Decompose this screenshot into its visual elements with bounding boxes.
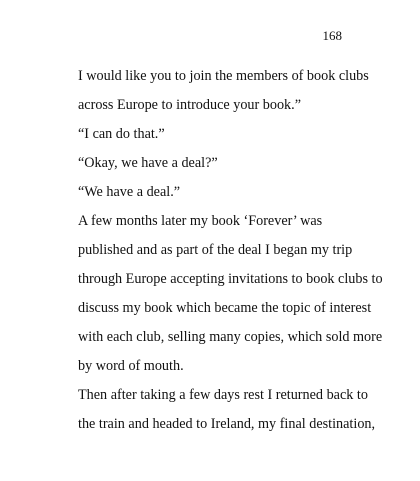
text-line: “We have a deal.”: [78, 184, 181, 200]
page-number: 168: [322, 28, 342, 43]
text-line: “Okay, we have a deal?”: [78, 155, 218, 171]
text-line: “I can do that.”: [78, 126, 165, 142]
text-line: across Europe to introduce your book.”: [78, 97, 301, 113]
text-line: the train and headed to Ireland, my final destination,: [78, 416, 376, 432]
text-line: Then after taking a few days rest I returned back to: [78, 387, 368, 403]
text-line: through Europe accepting invitations to book clubs to: [78, 271, 383, 287]
text-line: discuss my book which became the topic of interest: [78, 300, 372, 316]
text-line: with each club, selling many copies, which sold more: [78, 329, 383, 345]
text-line: I would like you to join the members of book clubs: [78, 68, 369, 84]
text-line: A few months later my book ‘Forever’ was: [78, 213, 323, 229]
text-line: by word of mouth.: [78, 358, 184, 374]
text-line: published and as part of the deal I began my trip: [78, 242, 353, 258]
